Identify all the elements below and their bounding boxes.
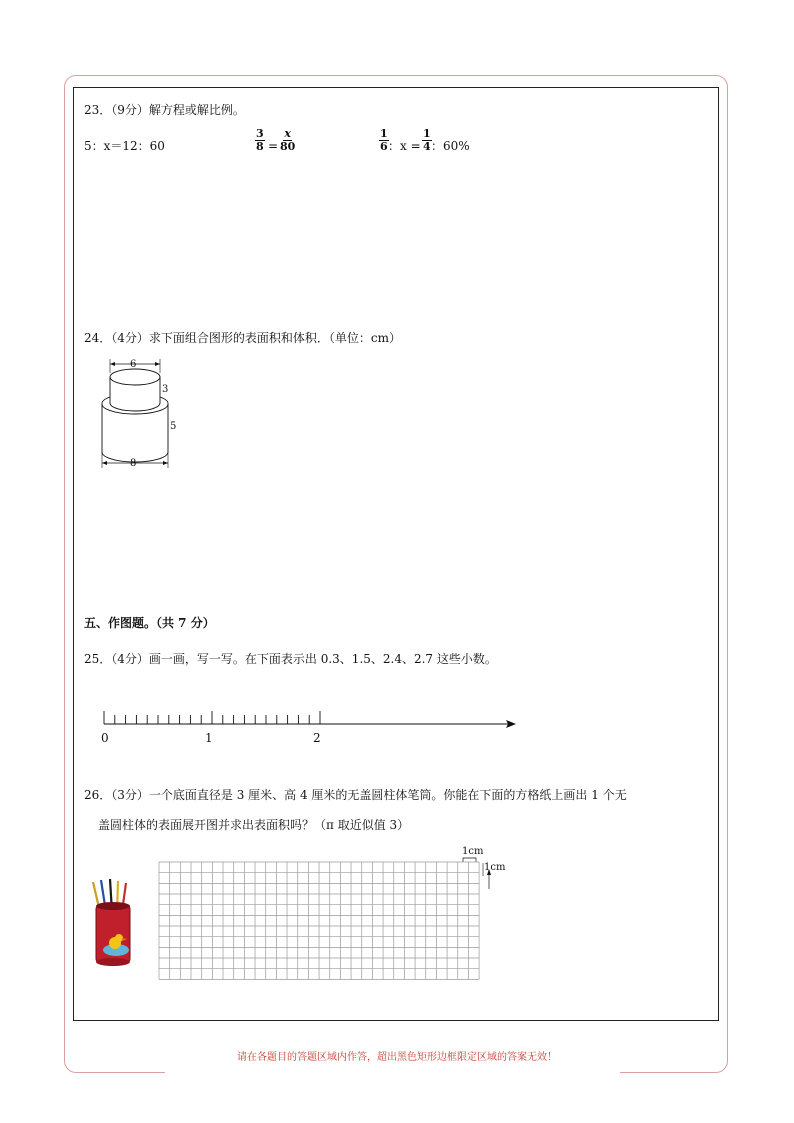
number-line-label-0: 0 — [101, 731, 109, 745]
q23-eq3-fraction-1: $\frac{1}{6}$ — [380, 127, 388, 153]
q23-title: 23．（9分）解方程或解比例。 — [84, 103, 245, 117]
q23-eq3-end: ：60% — [431, 139, 470, 153]
grid-unit-vertical-label: 1cm — [484, 862, 506, 873]
arrow-left-icon — [110, 362, 115, 366]
arrow-right-icon — [155, 362, 160, 366]
big-cylinder-rim — [102, 404, 168, 414]
q25-title: 25．（4分）画一画，写一写。在下面表示出 0.3、1.5、2.4、2.7 这些小数。 — [84, 652, 497, 666]
section-5-title: 五、作图题。（共 7 分） — [84, 616, 215, 630]
q26-text-line-2: 盖圆柱体的表面展开图并求出表面积吗？（π 取近似值 3） — [98, 818, 410, 832]
q24-dim-bottom-height: 5 — [170, 421, 177, 432]
q23-equation-1: 5：x＝12：60 — [84, 139, 165, 153]
q24-dim-bottom-diameter: 8 — [130, 458, 137, 469]
q23-eq3-mid: ：x = — [388, 139, 421, 153]
q23-eq2-equals: = — [268, 139, 279, 153]
q23-eq2-left-fraction: $\frac{3}{8}$ — [256, 127, 264, 153]
number-line-ticks — [104, 711, 320, 724]
number-line-label-2: 2 — [313, 731, 321, 745]
q23-eq3-fraction-2: $\frac{1}{4}$ — [423, 127, 431, 153]
q26-text-line-1: 26．（3分）一个底面直径是 3 厘米、高 4 厘米的无盖圆柱体笔筒。你能在下面的方格纸上画出 1 个无 — [84, 788, 627, 802]
arrow-left-icon — [102, 461, 107, 465]
footer-note: 请在各题目的答题区域内作答，超出黑色矩形边框限定区域的答案无效！ — [237, 1052, 557, 1063]
arrow-right-icon — [163, 461, 168, 465]
pen-holder-icon — [93, 879, 130, 966]
grid-unit-horizontal-label: 1cm — [462, 846, 484, 857]
number-line-label-1: 1 — [205, 731, 213, 745]
q23-eq2-right-fraction: $\frac{x}{80}$ — [280, 127, 296, 153]
q24-dim-top-diameter: 6 — [130, 359, 137, 370]
q24-dim-top-height: 3 — [162, 384, 169, 395]
q24-title: 24．（4分）求下面组合图形的表面积和体积．（单位：cm） — [84, 331, 402, 345]
grid-paper — [159, 862, 479, 979]
